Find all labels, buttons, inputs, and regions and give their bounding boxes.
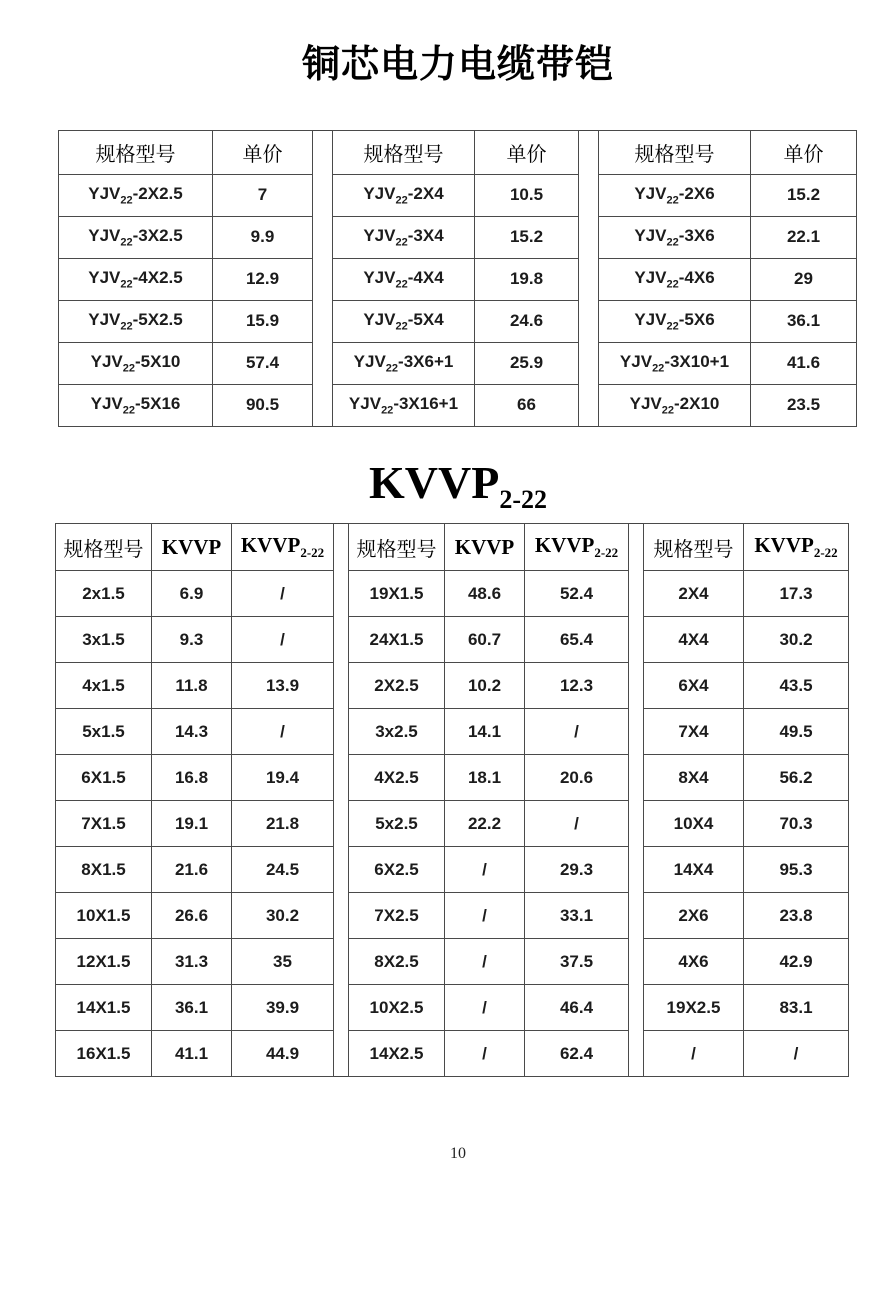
model-size: -4X4: [407, 267, 444, 287]
header-label: 规格型号: [63, 538, 144, 561]
spec-model-cell: 16X1.5: [56, 1031, 152, 1077]
price-cell: 23.8: [744, 893, 849, 939]
price-cell: /: [445, 1031, 525, 1077]
spec-model-cell: 14X4: [644, 847, 744, 893]
model-prefix: YJV: [348, 393, 382, 413]
section-title-subscript: 2-22: [499, 484, 547, 514]
price-cell: 49.5: [744, 709, 849, 755]
unit-price-cell: 66: [475, 384, 579, 426]
spec-model-cell: [333, 342, 475, 384]
table-row: [599, 300, 857, 342]
price-table: [348, 523, 629, 1077]
column-header: [525, 524, 629, 571]
spec-model-cell: [333, 384, 475, 426]
model-subscript: 22: [395, 194, 408, 207]
spec-model-cell: 10X1.5: [56, 893, 152, 939]
table-row: [59, 258, 313, 300]
price-cell: 42.9: [744, 939, 849, 985]
spec-model-cell: 2x1.5: [56, 571, 152, 617]
lower-table-group: [55, 523, 880, 1077]
model-prefix: YJV: [363, 267, 396, 287]
model-subscript: 22: [120, 278, 133, 291]
price-table: [55, 523, 334, 1077]
spec-model-cell: [599, 174, 751, 216]
header-label: 单价: [783, 143, 824, 166]
table-row: [644, 893, 849, 939]
table-row: [644, 801, 849, 847]
header-label: 规格型号: [653, 538, 734, 561]
column-header: [59, 130, 213, 174]
table-row: [333, 216, 579, 258]
model-size: -5X2.5: [132, 309, 183, 329]
table-row: [59, 174, 313, 216]
spec-model-cell: 14X2.5: [349, 1031, 445, 1077]
table-row: [644, 939, 849, 985]
model-size: -3X10+1: [664, 351, 730, 371]
table-row: [56, 939, 334, 985]
table-row: [56, 801, 334, 847]
model-prefix: YJV: [363, 183, 396, 203]
price-cell: 39.9: [232, 985, 334, 1031]
price-table: [332, 130, 579, 427]
table-spacer: [579, 130, 598, 427]
price-cell: 9.3: [152, 617, 232, 663]
spec-model-cell: 24X1.5: [349, 617, 445, 663]
section-title-kvvp: [58, 456, 858, 514]
model-subscript: 22: [120, 320, 133, 333]
header-label: KVVP: [454, 534, 515, 559]
model-subscript: 22: [120, 194, 133, 207]
table-row: [333, 384, 579, 426]
spec-model-cell: [333, 174, 475, 216]
spec-model-cell: 8X4: [644, 755, 744, 801]
price-cell: 22.2: [445, 801, 525, 847]
table-row: [349, 893, 629, 939]
header-subscript: 2-22: [813, 545, 838, 561]
table-row: [56, 755, 334, 801]
spec-model-cell: 4x1.5: [56, 663, 152, 709]
header-row: [59, 130, 313, 174]
spec-model-cell: [333, 300, 475, 342]
price-cell: 18.1: [445, 755, 525, 801]
price-cell: 37.5: [525, 939, 629, 985]
model-size: -3X6: [678, 225, 715, 245]
model-subscript: 22: [395, 236, 408, 249]
column-header: [349, 524, 445, 571]
page-number: 10: [450, 1145, 466, 1163]
table-row: [599, 174, 857, 216]
model-size: -2X6: [678, 183, 715, 203]
spec-model-cell: [59, 384, 213, 426]
model-subscript: 22: [652, 362, 665, 375]
price-cell: 31.3: [152, 939, 232, 985]
header-label: 规格型号: [634, 143, 715, 166]
price-cell: /: [445, 985, 525, 1031]
model-prefix: YJV: [88, 225, 121, 245]
model-subscript: 22: [395, 320, 408, 333]
spec-model-cell: 2X6: [644, 893, 744, 939]
unit-price-cell: 23.5: [751, 384, 857, 426]
unit-price-cell: 36.1: [751, 300, 857, 342]
model-size: -2X10: [674, 393, 720, 413]
table-row: [56, 571, 334, 617]
table-row: [56, 1031, 334, 1077]
spec-model-cell: 4X2.5: [349, 755, 445, 801]
model-prefix: YJV: [90, 393, 123, 413]
model-size: -5X6: [678, 309, 715, 329]
price-cell: 70.3: [744, 801, 849, 847]
header-subscript: 2-22: [594, 545, 619, 561]
unit-price-cell: 12.9: [213, 258, 313, 300]
spec-model-cell: 10X2.5: [349, 985, 445, 1031]
column-header: [445, 524, 525, 571]
column-header: [599, 130, 751, 174]
spec-model-cell: [599, 258, 751, 300]
price-cell: 43.5: [744, 663, 849, 709]
column-header: [475, 130, 579, 174]
spec-model-cell: [59, 342, 213, 384]
table-row: [644, 617, 849, 663]
price-cell: 33.1: [525, 893, 629, 939]
spec-model-cell: [59, 258, 213, 300]
spec-model-cell: 4X4: [644, 617, 744, 663]
price-cell: 30.2: [232, 893, 334, 939]
spec-model-cell: [599, 342, 751, 384]
spec-model-cell: 14X1.5: [56, 985, 152, 1031]
model-prefix: YJV: [363, 225, 396, 245]
spec-model-cell: [599, 384, 751, 426]
table-row: [644, 755, 849, 801]
model-size: -4X2.5: [132, 267, 183, 287]
price-cell: 10.2: [445, 663, 525, 709]
spec-model-cell: [59, 300, 213, 342]
price-cell: 17.3: [744, 571, 849, 617]
price-cell: 19.4: [232, 755, 334, 801]
model-prefix: YJV: [634, 267, 667, 287]
table-row: [59, 300, 313, 342]
price-cell: 11.8: [152, 663, 232, 709]
table-row: [59, 384, 313, 426]
price-cell: 36.1: [152, 985, 232, 1031]
table-row: [599, 384, 857, 426]
column-header: [751, 130, 857, 174]
unit-price-cell: 15.9: [213, 300, 313, 342]
table-row: [333, 174, 579, 216]
model-prefix: YJV: [634, 183, 667, 203]
price-cell: /: [232, 617, 334, 663]
column-header: [232, 524, 334, 571]
spec-model-cell: 7X1.5: [56, 801, 152, 847]
spec-model-cell: 2X2.5: [349, 663, 445, 709]
column-header: [644, 524, 744, 571]
table-row: [59, 216, 313, 258]
price-cell: /: [525, 709, 629, 755]
table-row: [349, 801, 629, 847]
price-cell: /: [232, 571, 334, 617]
table-row: [599, 258, 857, 300]
document-page: [0, 44, 880, 1163]
price-cell: 14.1: [445, 709, 525, 755]
model-subscript: 22: [381, 404, 394, 417]
model-subscript: 22: [666, 194, 679, 207]
table-row: [59, 342, 313, 384]
price-cell: 41.1: [152, 1031, 232, 1077]
table-row: [56, 985, 334, 1031]
header-label: KVVP: [161, 534, 222, 559]
model-prefix: YJV: [88, 183, 121, 203]
spec-model-cell: 19X1.5: [349, 571, 445, 617]
price-cell: 26.6: [152, 893, 232, 939]
table-spacer: [313, 130, 332, 427]
unit-price-cell: 22.1: [751, 216, 857, 258]
model-prefix: YJV: [90, 351, 123, 371]
header-row: [599, 130, 857, 174]
price-cell: 44.9: [232, 1031, 334, 1077]
unit-price-cell: 19.8: [475, 258, 579, 300]
model-size: -5X16: [135, 393, 181, 413]
unit-price-cell: 7: [213, 174, 313, 216]
price-cell: 21.6: [152, 847, 232, 893]
model-size: -5X10: [135, 351, 181, 371]
header-label: KVVP: [240, 533, 301, 558]
table-row: [56, 847, 334, 893]
table-row: [599, 342, 857, 384]
model-size: -3X4: [407, 225, 444, 245]
header-row: [644, 524, 849, 571]
table-row: [349, 617, 629, 663]
spec-model-cell: 8X1.5: [56, 847, 152, 893]
model-subscript: 22: [122, 404, 135, 417]
table-row: [349, 985, 629, 1031]
model-subscript: 22: [661, 404, 674, 417]
column-header: [56, 524, 152, 571]
price-cell: 48.6: [445, 571, 525, 617]
header-row: [333, 130, 579, 174]
price-cell: 16.8: [152, 755, 232, 801]
spec-model-cell: [333, 258, 475, 300]
price-cell: 46.4: [525, 985, 629, 1031]
price-cell: 14.3: [152, 709, 232, 755]
model-prefix: YJV: [629, 393, 662, 413]
price-cell: 13.9: [232, 663, 334, 709]
price-table: [598, 130, 857, 427]
price-cell: /: [744, 1031, 849, 1077]
table-row: [56, 663, 334, 709]
unit-price-cell: 57.4: [213, 342, 313, 384]
price-cell: 62.4: [525, 1031, 629, 1077]
model-prefix: YJV: [634, 225, 667, 245]
column-header: [213, 130, 313, 174]
model-size: -3X2.5: [132, 225, 183, 245]
model-size: -3X16+1: [393, 393, 459, 413]
unit-price-cell: 10.5: [475, 174, 579, 216]
table-row: [644, 985, 849, 1031]
header-label: 规格型号: [95, 143, 176, 166]
spec-model-cell: 6X2.5: [349, 847, 445, 893]
price-cell: 12.3: [525, 663, 629, 709]
header-label: 规格型号: [363, 143, 444, 166]
table-row: [56, 893, 334, 939]
spec-model-cell: 8X2.5: [349, 939, 445, 985]
header-row: [349, 524, 629, 571]
spec-model-cell: 3x1.5: [56, 617, 152, 663]
spec-model-cell: 7X4: [644, 709, 744, 755]
spec-model-cell: [59, 174, 213, 216]
table-row: [644, 847, 849, 893]
spec-model-cell: /: [644, 1031, 744, 1077]
unit-price-cell: 15.2: [475, 216, 579, 258]
table-spacer: [334, 523, 348, 1077]
spec-model-cell: 6X1.5: [56, 755, 152, 801]
price-cell: /: [445, 939, 525, 985]
table-row: [349, 939, 629, 985]
model-size: -4X6: [678, 267, 715, 287]
spec-model-cell: 12X1.5: [56, 939, 152, 985]
spec-model-cell: [59, 216, 213, 258]
section-title-base: KVVP: [369, 456, 500, 508]
model-subscript: 22: [120, 236, 133, 249]
spec-model-cell: [599, 216, 751, 258]
table-row: [349, 1031, 629, 1077]
price-cell: /: [525, 801, 629, 847]
spec-model-cell: 2X4: [644, 571, 744, 617]
table-row: [56, 709, 334, 755]
table-row: [349, 663, 629, 709]
model-subscript: 22: [666, 236, 679, 249]
column-header: [333, 130, 475, 174]
model-prefix: YJV: [363, 309, 396, 329]
header-label: KVVP: [534, 533, 595, 558]
table-row: [349, 571, 629, 617]
spec-model-cell: 3x2.5: [349, 709, 445, 755]
model-prefix: YJV: [634, 309, 667, 329]
header-label: 单价: [506, 143, 547, 166]
price-cell: 35: [232, 939, 334, 985]
price-cell: 30.2: [744, 617, 849, 663]
spec-model-cell: 10X4: [644, 801, 744, 847]
page-title: 铜芯电力电缆带铠: [301, 44, 614, 86]
table-spacer: [629, 523, 643, 1077]
spec-model-cell: [333, 216, 475, 258]
table-row: [333, 258, 579, 300]
model-subscript: 22: [666, 320, 679, 333]
table-row: [349, 847, 629, 893]
column-header: [152, 524, 232, 571]
price-cell: 20.6: [525, 755, 629, 801]
unit-price-cell: 90.5: [213, 384, 313, 426]
table-row: [599, 216, 857, 258]
table-row: [644, 663, 849, 709]
table-row: [333, 300, 579, 342]
model-size: -3X6+1: [398, 351, 454, 371]
unit-price-cell: 29: [751, 258, 857, 300]
table-row: [349, 755, 629, 801]
spec-model-cell: 7X2.5: [349, 893, 445, 939]
upper-table-group: [58, 130, 880, 427]
model-subscript: 22: [395, 278, 408, 291]
spec-model-cell: 19X2.5: [644, 985, 744, 1031]
price-cell: 21.8: [232, 801, 334, 847]
header-subscript: 2-22: [300, 545, 325, 561]
price-cell: 6.9: [152, 571, 232, 617]
model-subscript: 22: [122, 362, 135, 375]
spec-model-cell: 5x1.5: [56, 709, 152, 755]
unit-price-cell: 9.9: [213, 216, 313, 258]
model-size: -2X4: [407, 183, 444, 203]
unit-price-cell: 15.2: [751, 174, 857, 216]
spec-model-cell: 6X4: [644, 663, 744, 709]
price-cell: 60.7: [445, 617, 525, 663]
column-header: [744, 524, 849, 571]
header-row: [56, 524, 334, 571]
spec-model-cell: 5x2.5: [349, 801, 445, 847]
unit-price-cell: 41.6: [751, 342, 857, 384]
header-label: KVVP: [754, 533, 814, 558]
price-table: [643, 523, 849, 1077]
model-prefix: YJV: [619, 351, 653, 371]
table-row: [644, 1031, 849, 1077]
price-cell: /: [445, 893, 525, 939]
price-cell: 83.1: [744, 985, 849, 1031]
model-prefix: YJV: [88, 309, 121, 329]
price-cell: 95.3: [744, 847, 849, 893]
model-size: -2X2.5: [132, 183, 183, 203]
model-prefix: YJV: [353, 351, 386, 371]
table-row: [56, 617, 334, 663]
table-row: [644, 571, 849, 617]
price-table: [58, 130, 313, 427]
spec-model-cell: 4X6: [644, 939, 744, 985]
table-row: [333, 342, 579, 384]
price-cell: 65.4: [525, 617, 629, 663]
spec-model-cell: [599, 300, 751, 342]
price-cell: 29.3: [525, 847, 629, 893]
table-row: [644, 709, 849, 755]
model-subscript: 22: [385, 362, 399, 375]
unit-price-cell: 24.6: [475, 300, 579, 342]
header-label: 单价: [242, 143, 283, 166]
price-cell: /: [232, 709, 334, 755]
price-cell: 56.2: [744, 755, 849, 801]
price-cell: /: [445, 847, 525, 893]
price-cell: 19.1: [152, 801, 232, 847]
table-row: [349, 709, 629, 755]
header-label: 规格型号: [356, 538, 437, 561]
model-subscript: 22: [666, 278, 679, 291]
unit-price-cell: 25.9: [475, 342, 579, 384]
price-cell: 52.4: [525, 571, 629, 617]
model-size: -5X4: [407, 309, 444, 329]
price-cell: 24.5: [232, 847, 334, 893]
model-prefix: YJV: [88, 267, 121, 287]
